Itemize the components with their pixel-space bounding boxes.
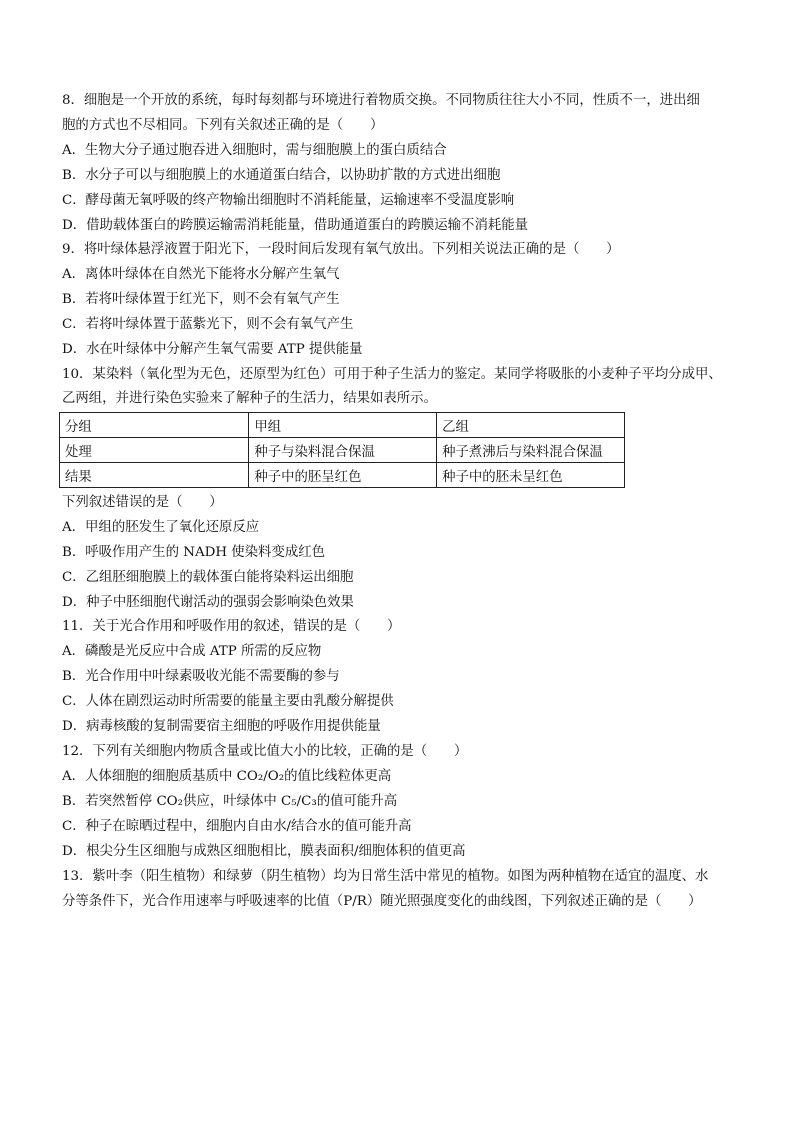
- question-9-option-b: B．若将叶绿体置于红光下，则不会有氧气产生: [62, 292, 340, 307]
- question-12-stem: 12．下列有关细胞内物质含量或比值大小的比较，正确的是（ ）: [62, 744, 468, 759]
- question-8-option-b: B．水分子可以与细胞膜上的水通道蛋白结合，以协助扩散的方式进出细胞: [62, 168, 501, 183]
- question-10-stem: 10．某染料（氧化型为无色，还原型为红色）可用于种子生活力的鉴定。某同学将吸胀的小麦种子平均分成甲、: [62, 367, 722, 382]
- question-9-option-d: D．水在叶绿体中分解产生氧气需要 ATP 提供能量: [62, 342, 363, 357]
- question-12-option-c: C．种子在晾晒过程中，细胞内自由水/结合水的值可能升高: [62, 819, 412, 834]
- question-10-option-d: D．种子中胚细胞代谢活动的强弱会影响染色效果: [62, 595, 354, 610]
- question-12-option-d: D．根尖分生区细胞与成熟区细胞相比，膜表面积/细胞体积的值更高: [62, 844, 466, 859]
- question-8-option-d: D．借助载体蛋白的跨膜运输需消耗能量，借助通道蛋白的跨膜运输不消耗能量: [62, 218, 529, 233]
- table-cell: 种子中的胚未呈红色: [437, 463, 625, 488]
- question-11-option-a: A．磷酸是光反应中合成 ATP 所需的反应物: [62, 644, 322, 659]
- table-row: [60, 463, 625, 488]
- question-9-stem: 9．将叶绿体悬浮液置于阳光下，一段时间后发现有氧气放出。下列相关说法正确的是（ ）: [62, 242, 620, 257]
- question-8-stem: 8．细胞是一个开放的系统，每时每刻都与环境进行着物质交换。不同物质往往大小不同，性质不一，进出细: [62, 93, 700, 108]
- question-13-stem: 13．紫叶李（阳生植物）和绿萝（阴生植物）均为日常生活中常见的植物。如图为两种植物在适宜的温度、水: [62, 869, 709, 884]
- table-cell: 分组: [60, 413, 249, 438]
- question-12-option-a: A．人体细胞的细胞质基质中 CO₂/O₂的值比线粒体更高: [62, 769, 392, 784]
- question-12-option-b: B．若突然暂停 CO₂供应，叶绿体中 C₅/C₃的值可能升高: [62, 794, 398, 809]
- question-9-option-c: C．若将叶绿体置于蓝紫光下，则不会有氧气产生: [62, 317, 354, 332]
- question-11-option-c: C．人体在剧烈运动时所需要的能量主要由乳酸分解提供: [62, 694, 394, 709]
- table-cell: 种子中的胚呈红色: [249, 463, 437, 488]
- table-row: [60, 438, 625, 463]
- question-11-option-b: B．光合作用中叶绿素吸收光能不需要酶的参与: [62, 669, 340, 684]
- question-13-stem-cont: 分等条件下，光合作用速率与呼吸速率的比值（P/R）随光照强度变化的曲线图，下列叙述正确的是（ ）: [62, 894, 702, 909]
- question-10-option-a: A．甲组的胚发生了氧化还原反应: [62, 520, 260, 535]
- table-row: [60, 413, 625, 438]
- table-cell: 种子煮沸后与染料混合保温: [437, 438, 625, 463]
- results-table: [59, 412, 625, 488]
- table-cell: 甲组: [249, 413, 437, 438]
- question-11-option-d: D．病毒核酸的复制需要宿主细胞的呼吸作用提供能量: [62, 719, 381, 734]
- question-10-stem-cont: 乙两组，并进行染色实验来了解种子的生活力，结果如表所示。: [62, 391, 437, 406]
- question-10-option-b: B．呼吸作用产生的 NADH 使染料变成红色: [62, 545, 326, 560]
- question-8-option-a: A．生物大分子通过胞吞进入细胞时，需与细胞膜上的蛋白质结合: [62, 143, 447, 158]
- table-cell: 处理: [60, 438, 249, 463]
- question-8-stem-cont: 胞的方式也不尽相同。下列有关叙述正确的是（ ）: [62, 118, 384, 133]
- question-8-option-c: C．酵母菌无氧呼吸的终产物输出细胞时不消耗能量，运输速率不受温度影响: [62, 193, 515, 208]
- table-cell: 结果: [60, 463, 249, 488]
- table-cell: 种子与染料混合保温: [249, 438, 437, 463]
- question-10-option-c: C．乙组胚细胞膜上的载体蛋白能将染料运出细胞: [62, 570, 354, 585]
- question-10-prompt: 下列叙述错误的是（ ）: [62, 495, 223, 510]
- question-11-stem: 11．关于光合作用和呼吸作用的叙述，错误的是（ ）: [62, 619, 401, 634]
- question-9-option-a: A．离体叶绿体在自然光下能将水分解产生氧气: [62, 267, 340, 282]
- table-cell: 乙组: [437, 413, 625, 438]
